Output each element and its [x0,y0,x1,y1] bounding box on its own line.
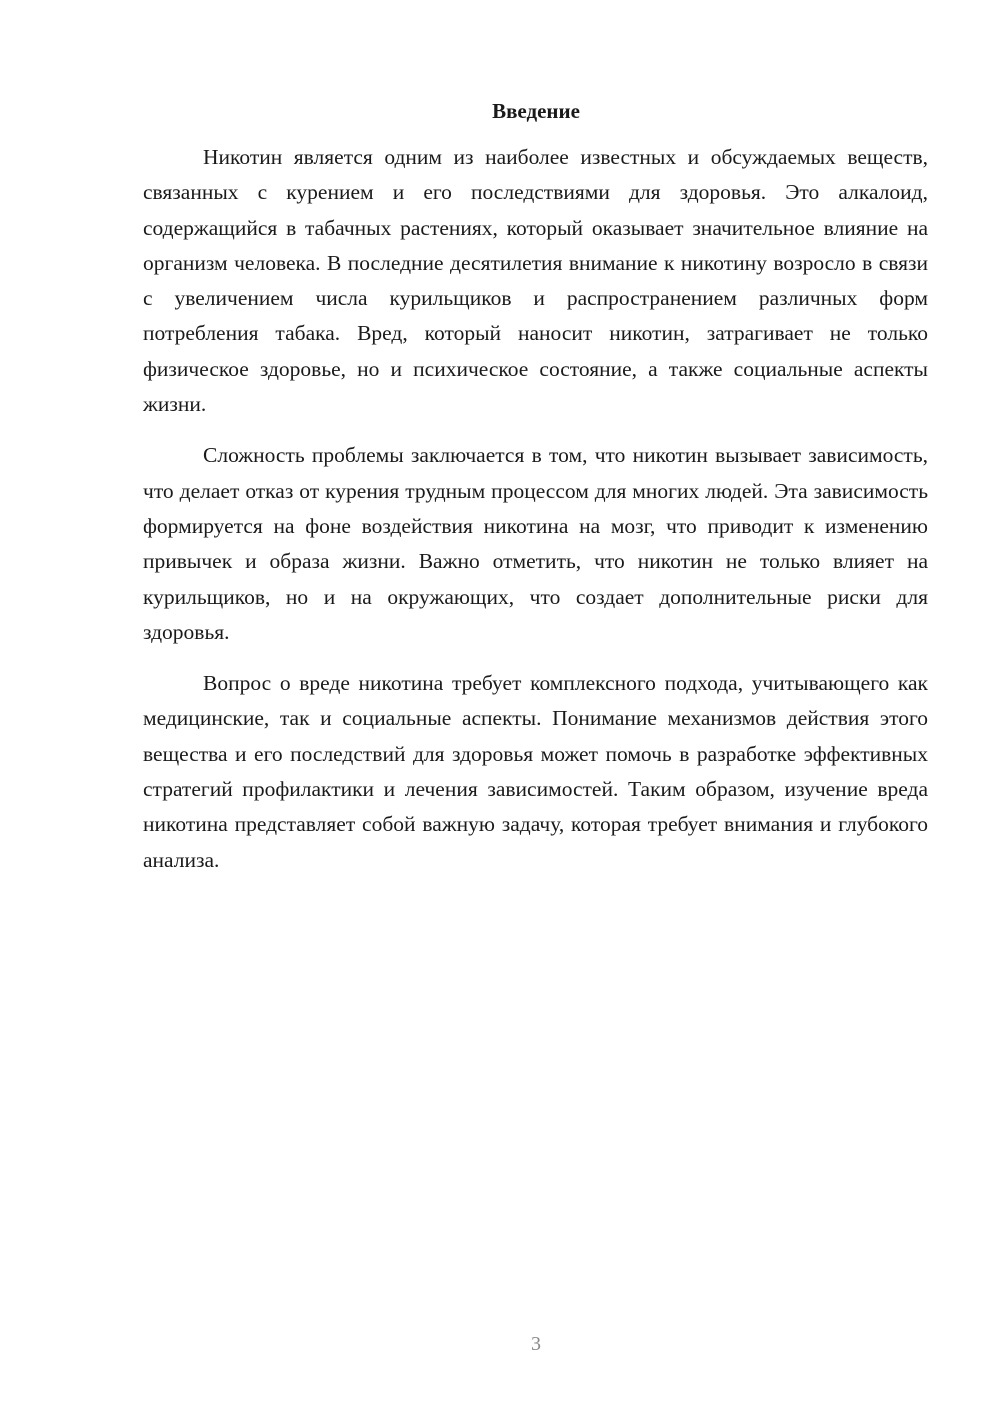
paragraph-2: Сложность проблемы заключается в том, что никотин вызывает зависимость, что делает отказ от курения трудным процессом для многих людей. Эта зависимость формируется на фоне воздействия никотина на мозг, что приводит к изменению привычек и образа жизни. Важно отметить, что никотин не только влияет на курильщиков, но и на окружающих, что создает дополнительные риски для здоровья. [143,443,928,644]
paragraph-1: Никотин является одним из наиболее известных и обсуждаемых веществ, связанных с курением и его последствиями для здоровья. Это алкалоид, содержащийся в табачных растениях, который оказывает значительное влияние на организм человека. В последние десятилетия внимание к никотину возросло в связи с увеличением числа курильщиков и распространением различных форм потребления табака. Вред, который наносит никотин, затрагивает не только физическое здоровье, но и психическое состояние, а также социальные аспекты жизни. [143,145,928,417]
paragraph-3: Вопрос о вреде никотина требует комплексного подхода, учитывающего как медицинские, так и социальные аспекты. Понимание механизмов действия этого вещества и его последствий для здоровья может помочь в разработке эффективных стратегий профилактики и лечения зависимостей. Таким образом, изучение вреда никотина представляет собой важную задачу, которая требует внимания и глубокого анализа. [143,671,928,872]
page-number: 3 [531,1333,541,1355]
body-text [143,140,928,894]
section-heading: Введение [492,99,580,123]
